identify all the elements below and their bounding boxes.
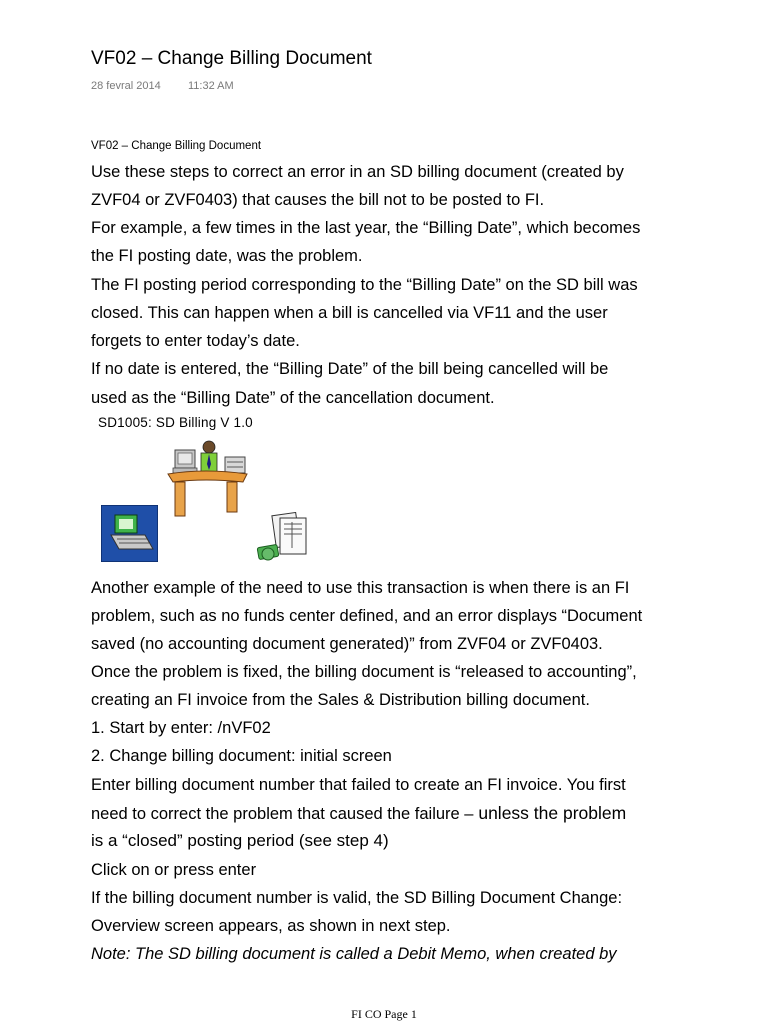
page-footer: FI CO Page 1 <box>351 1007 417 1021</box>
text-line: problem, such as no funds center defined, and an error displays “Document <box>91 607 643 625</box>
text-line: If the billing document number is valid, the SD Billing Document Change: <box>91 889 623 907</box>
documents-money-icon <box>252 512 310 564</box>
text-line: ZVF04 or ZVF0403) that causes the bill not to be posted to FI. <box>91 191 545 209</box>
text-line: Use these steps to correct an error in an SD billing document (created by <box>91 163 624 181</box>
text-line: creating an FI invoice from the Sales & Distribution billing document. <box>91 691 590 709</box>
text-line: saved (no accounting document generated)” from ZVF04 or ZVF0403. <box>91 635 603 653</box>
text-segment-arial: unless the problem <box>473 803 627 823</box>
text-segment: need to correct the problem that caused the failure – <box>91 805 474 823</box>
post-date: 28 fevral 2014 <box>91 80 161 92</box>
page-title: VF02 – Change Billing Document <box>91 48 372 69</box>
text-line: the FI posting date, was the problem. <box>91 247 363 265</box>
text-line: 1. Start by enter: /nVF02 <box>91 719 271 737</box>
text-line: Overview screen appears, as shown in next step. <box>91 917 451 935</box>
post-time: 11:32 AM <box>188 80 234 92</box>
text-line: Another example of the need to use this transaction is when there is an FI <box>91 579 630 597</box>
text-line: For example, a few times in the last year, the “Billing Date”, which becomes <box>91 219 641 237</box>
text-line: used as the “Billing Date” of the cancellation document. <box>91 389 495 407</box>
text-line: Once the problem is fixed, the billing document is “released to accounting”, <box>91 663 637 681</box>
text-line: The FI posting period corresponding to the “Billing Date” on the SD bill was <box>91 276 638 294</box>
text-line: If no date is entered, the “Billing Date” of the bill being cancelled will be <box>91 360 609 378</box>
mixed-font-line <box>91 803 626 824</box>
sd-billing-label: SD1005: SD Billing V 1.0 <box>98 415 253 430</box>
text-line: forgets to enter today’s date. <box>91 332 300 350</box>
computer-money-icon <box>101 505 158 562</box>
note-line: Note: The SD billing document is called a Debit Memo, when created by <box>91 945 617 963</box>
text-line: 2. Change billing document: initial screen <box>91 747 392 765</box>
text-line: Enter billing document number that failed to create an FI invoice. You first <box>91 776 626 794</box>
text-line-arial: is a “closed” posting period (see step 4) <box>91 831 389 850</box>
section-subtitle: VF02 – Change Billing Document <box>91 140 262 152</box>
office-worker-icon <box>165 440 250 518</box>
text-line: Click on or press enter <box>91 861 257 879</box>
text-line: closed. This can happen when a bill is cancelled via VF11 and the user <box>91 304 608 322</box>
